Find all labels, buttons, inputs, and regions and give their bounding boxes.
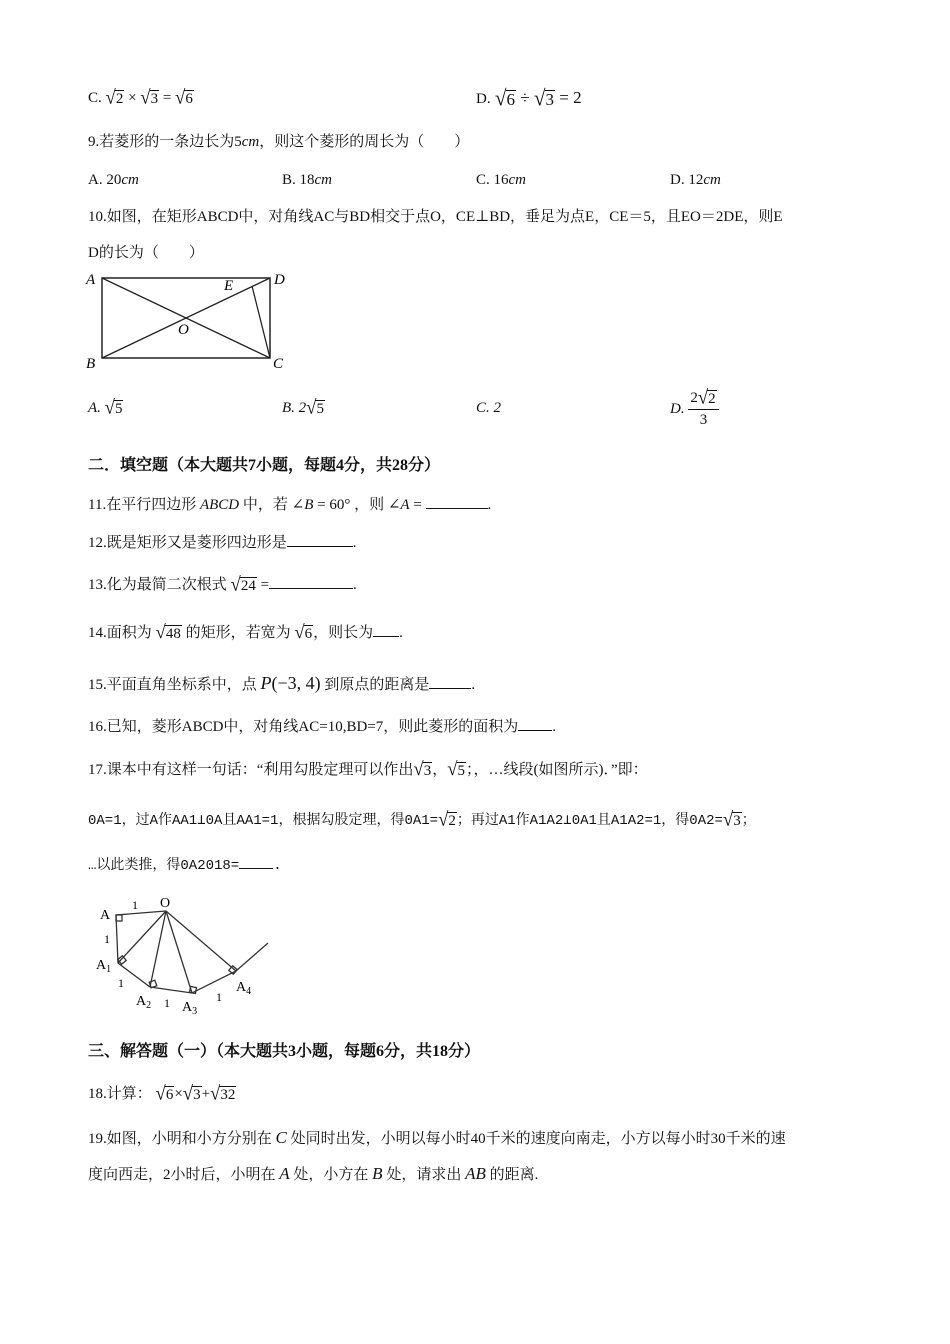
q10-option-b[interactable]: B. 2√5: [282, 396, 324, 419]
section2-title: 二．填空题（本大题共7小题，每题4分，共28分）: [88, 457, 441, 474]
q17-line3: …以此类推，得0A2018= .: [88, 854, 282, 876]
q17-line2: 0A=1，过A作AA1⊥0A且AA1=1，根据勾股定理，得0A1=√2；再过A1作A1A2⊥0A1且A1A2=1，得0A2=√3；: [88, 808, 756, 831]
sqrt-2: √2: [105, 86, 124, 109]
label-1: 1: [216, 990, 222, 1004]
section3-title: 三、解答题（一）（本大题共3小题，每题6分，共18分）: [88, 1043, 481, 1060]
q18: 18.计算： √6×√3+√32: [88, 1082, 236, 1105]
answer-blank[interactable]: [287, 532, 353, 547]
q10-option-a[interactable]: A. √5: [88, 396, 123, 419]
answer-blank[interactable]: [269, 574, 353, 589]
q9-option-b[interactable]: B. 18cm: [282, 172, 333, 188]
q19-line2: 度向西走，2小时后，小明在 A 处，小方在 B 处，请求出 AB 的距离.: [88, 1164, 539, 1183]
sqrt-3: √3: [140, 86, 159, 109]
answer-blank[interactable]: [239, 854, 273, 869]
q13: 13.化为最简二次根式 √24 = .: [88, 573, 357, 596]
label-1: 1: [132, 898, 138, 912]
label-A3: $A_3$: [182, 1000, 198, 1017]
q19-line1: 19.如图，小明和小方分别在 C 处同时出发，小明以每小时40千米的速度向南走，小方以每小时30千米的速: [88, 1128, 786, 1147]
label-1: 1: [104, 932, 110, 946]
label-A4: $A_4$: [236, 980, 252, 997]
q9-stem: 9.若菱形的一条边长为5cm，则这个菱形的周长为（ ）: [88, 134, 470, 150]
q8-option-c[interactable]: C. √2 × √3 = √6: [88, 86, 193, 109]
q11: 11.在平行四边形 ABCD 中，若 ∠B = 60° ，则 ∠A = .: [88, 494, 491, 515]
q15: 15.平面直角坐标系中，点 P(−3, 4) 到原点的距离是 .: [88, 673, 476, 693]
label-1: 1: [118, 976, 124, 990]
q14: 14.面积为 √48 的矩形，若宽为 √6，则长为 .: [88, 621, 403, 644]
q12: 12.既是矩形又是菱形四边形是 .: [88, 532, 357, 553]
label-A: A: [100, 908, 111, 923]
sqrt-6: √6: [494, 85, 516, 111]
answer-blank[interactable]: [426, 494, 488, 509]
label-O: O: [160, 896, 171, 911]
q10-stem-line1: 10.如图，在矩形ABCD中，对角线AC与BD相交于点O，CE⊥BD，垂足为点E，CE＝5，且EO＝2DE，则E: [88, 209, 783, 225]
label-C: C: [273, 356, 284, 372]
q9-option-a[interactable]: A. 20cm: [88, 172, 139, 188]
q8-option-d[interactable]: D. √6 ÷ √3 = 2: [476, 85, 582, 111]
label-E: E: [224, 278, 234, 294]
q17-spiral-figure: [90, 895, 280, 1025]
label-A2: $A_2$: [136, 994, 152, 1011]
label-B: B: [86, 356, 96, 372]
answer-blank[interactable]: [373, 622, 399, 637]
q17-line1: 17.课本中有这样一句话：“利用勾股定理可以作出√3，√5；，…线段(如图所示)．”即：: [88, 758, 648, 781]
label-D: D: [274, 272, 285, 288]
q10-option-d[interactable]: D. $\frac{2√2}{3}$: [670, 388, 719, 430]
q9-option-d[interactable]: D. 12cm: [670, 172, 721, 188]
sqrt-6: √6: [175, 86, 193, 109]
sqrt-3: √3: [533, 85, 555, 111]
q10-option-c[interactable]: C. 2: [476, 400, 502, 416]
label-A1: $A_1$: [96, 958, 112, 975]
answer-blank[interactable]: [429, 674, 471, 689]
q16: 16.已知，菱形ABCD中，对角线AC=10,BD=7，则此菱形的面积为 .: [88, 716, 556, 737]
q9-option-c[interactable]: C. 16cm: [476, 172, 527, 188]
q10-stem-line2: D的长为（ ）: [88, 245, 204, 261]
q10-rectangle-figure: [84, 266, 294, 376]
answer-blank[interactable]: [518, 716, 552, 731]
label-O: O: [178, 322, 189, 338]
label-A: A: [86, 272, 96, 288]
label-1: 1: [164, 996, 170, 1010]
